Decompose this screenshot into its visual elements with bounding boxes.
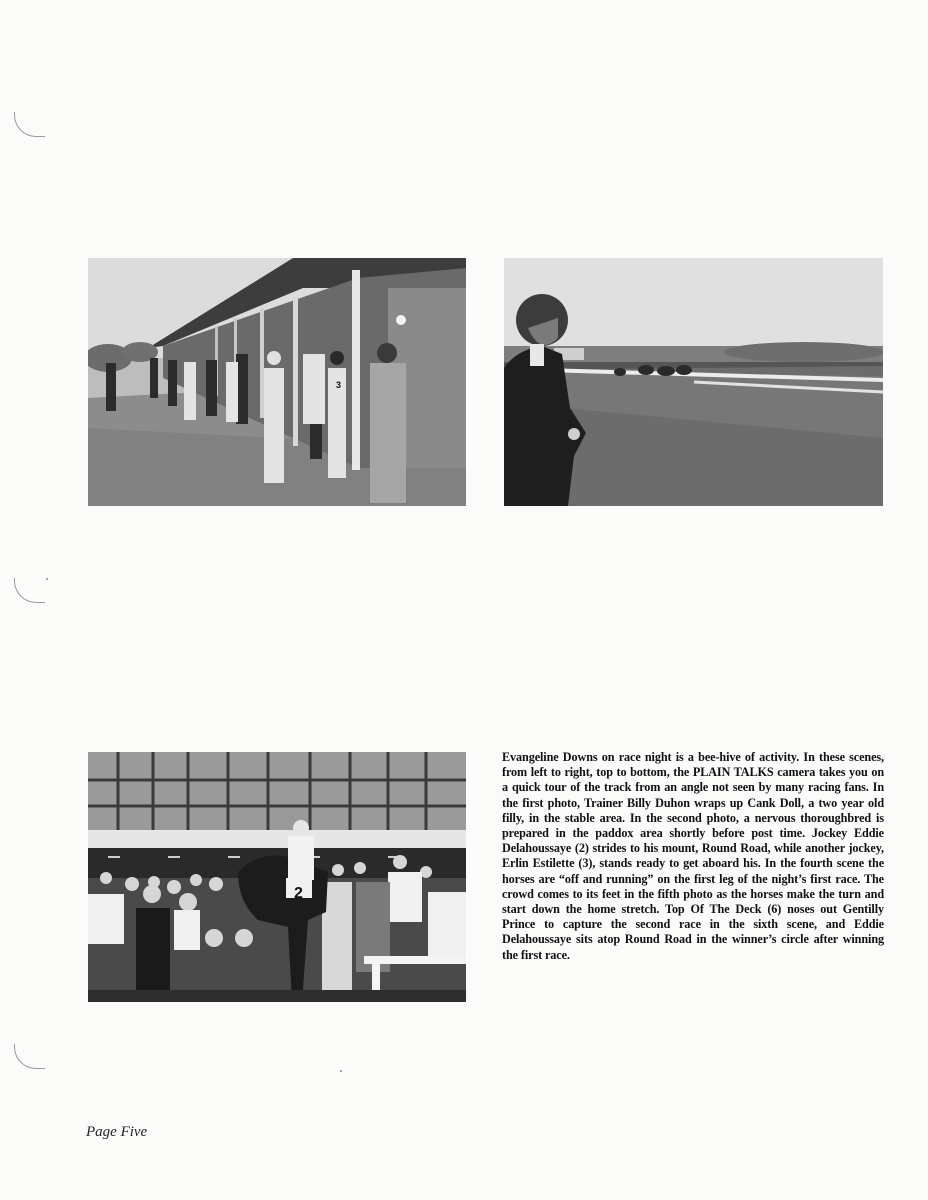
binder-hole-bottom [14, 1044, 45, 1069]
binder-hole-middle [14, 578, 45, 603]
photo-winners-circle [88, 752, 466, 1002]
saddle-number-three: 3 [336, 380, 342, 390]
page-number-label: Page Five [86, 1124, 148, 1140]
page-speck [46, 578, 48, 580]
saddle-number-two: 2 [294, 885, 303, 902]
binder-hole-top [14, 112, 45, 137]
photo-caption-paragraph: Evangeline Downs on race night is a bee-hive of activity. In these scenes, from left to right, top to bottom, the PLAIN TALKS camera takes you on a quick tour of the track from an angle not seen by many racing fans. In the first photo, Trainer Billy Duhon wraps up Cank Doll, a two year old filly, in the stable area. In the second photo, a nervous thoroughbred is prepared in the paddox area shortly before post time. Jockey Eddie Delahoussaye (2) strides to his mount, Round Road, while another jockey, Erlin Estilette (3), stands ready to get aboard his. In the fourth scene the horses are “off and running” on the first leg of the night’s first race. The crowd comes to its feet in the fifth photo as the horses make the turn and start down the home stretch. Top Of The Deck (6) noses out Gentilly Prince to capture the second race in the sixth scene, and Eddie Delahoussaye sits atop Round Road in the winner’s circle after winning the first race. [502, 750, 884, 962]
photo-paddock-jockeys [88, 258, 466, 506]
photo-race-start [504, 258, 883, 506]
page-speck [340, 1070, 342, 1072]
